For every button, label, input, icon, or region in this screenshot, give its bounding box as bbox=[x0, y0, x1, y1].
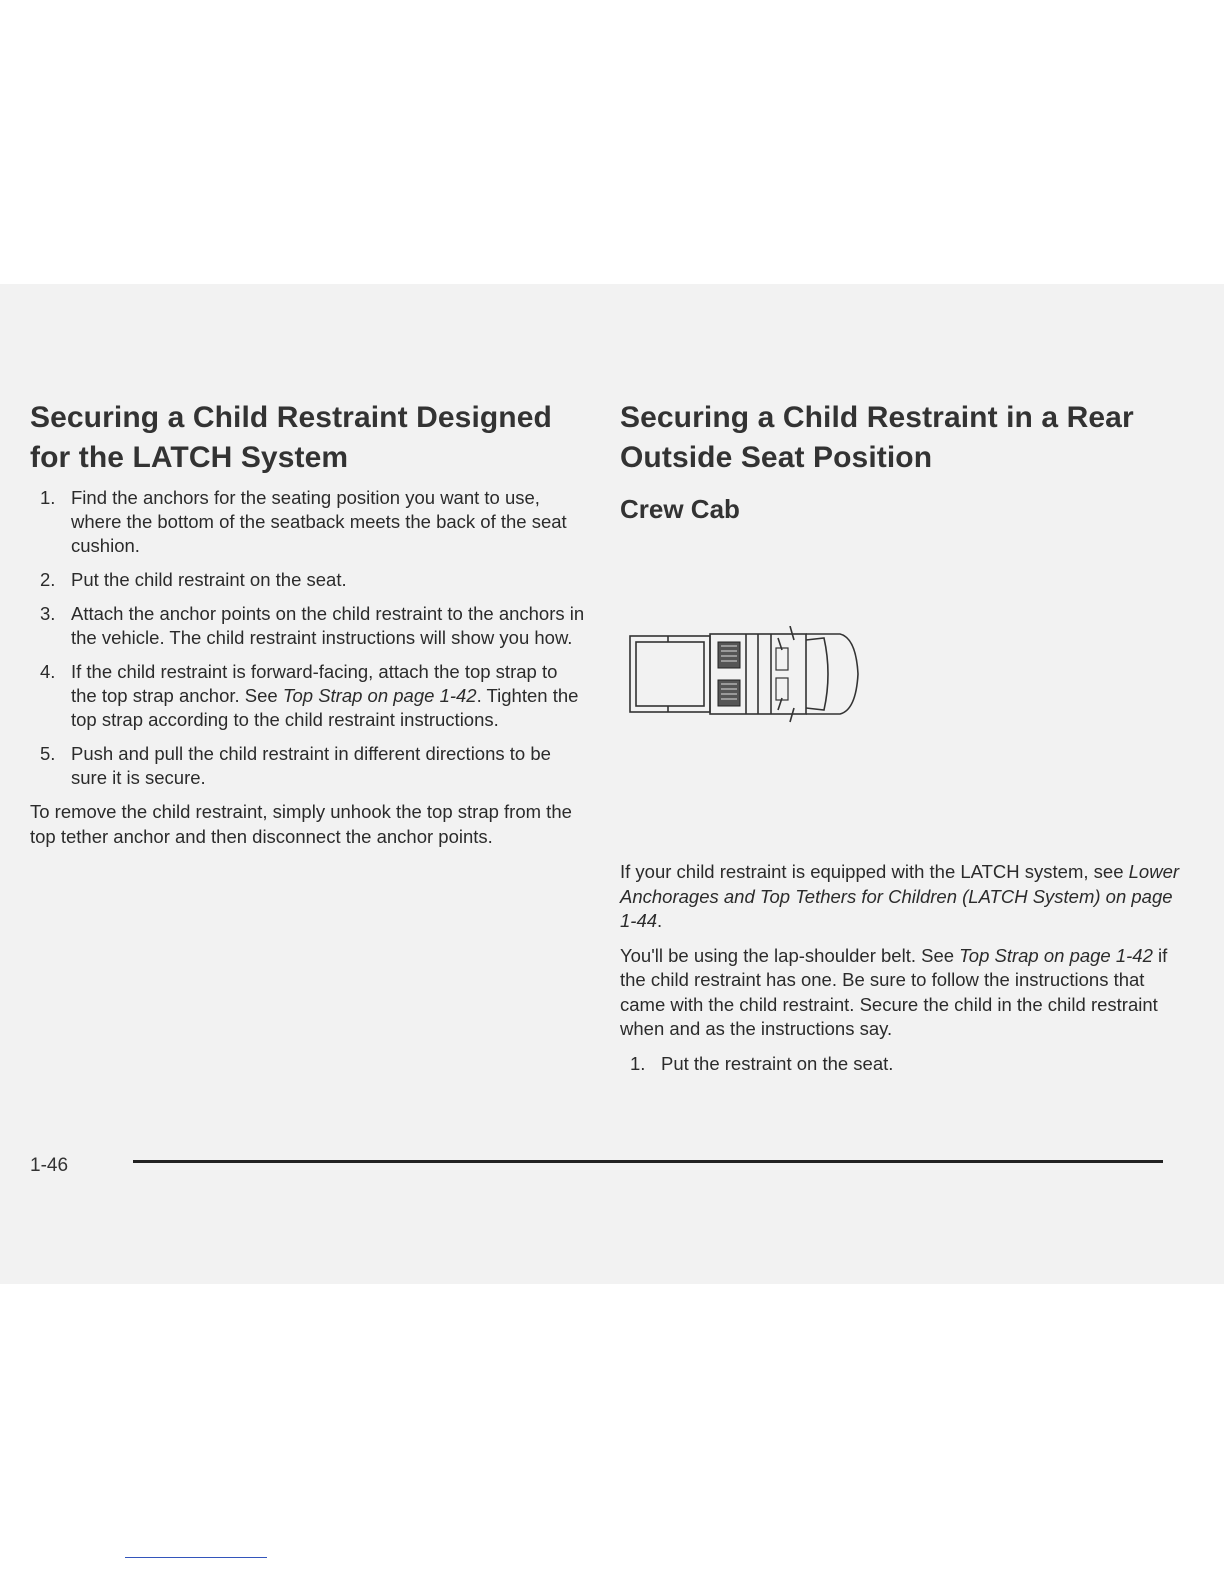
right-section-title: Securing a Child Restraint in a Rear Outside Seat Position bbox=[620, 401, 1134, 474]
latch-reference: Lower Anchorages and Top Tethers for Children (LATCH System) on page 1-44 bbox=[620, 861, 1180, 931]
top-strap-reference: Top Strap on page 1-42 bbox=[959, 944, 1153, 966]
list-item: 5. Push and pull the child restraint in different directions to be sure it is secure. bbox=[40, 743, 551, 788]
rear-seat-steps-list bbox=[620, 1052, 1180, 1076]
page-number: 1-46 bbox=[30, 1155, 69, 1176]
right-body-text bbox=[620, 860, 1180, 1086]
crew-cab-figure bbox=[620, 526, 1180, 826]
list-item: 1. Put the restraint on the seat. bbox=[630, 1052, 894, 1074]
footer-rule bbox=[133, 1160, 1163, 1163]
crew-cab-top-view-icon bbox=[628, 626, 868, 736]
list-item: 4. If the child restraint is forward-facing, attach the top strap to the top strap anchor. See Top Strap on page 1-42. Tighten the top strap according to the child restraint instructions. bbox=[40, 661, 579, 730]
right-column bbox=[620, 398, 1180, 826]
removal-paragraph: To remove the child restraint, simply unhook the top strap from the top tether anchor and then disconnect the anchor points. bbox=[30, 801, 572, 847]
list-item: 3. Attach the anchor points on the child restraint to the anchors in the vehicle. The child restraint instructions will show you how. bbox=[40, 603, 585, 648]
list-item: 2. Put the child restraint on the seat. bbox=[40, 569, 347, 590]
latch-reference-paragraph: If your child restraint is equipped with the LATCH system, see Lower Anchorages and Top Tethers for Children (LATCH System) on page 1-44. bbox=[620, 861, 1180, 931]
crew-cab-subtitle: Crew Cab bbox=[620, 494, 740, 524]
lap-shoulder-paragraph: You'll be using the lap-shoulder belt. See Top Strap on page 1-42 if the child restraint has one. Be sure to follow the instructions that came with the child restraint. Secure the child in the child restraint when and as the instructions say. bbox=[620, 944, 1168, 1039]
bottom-link-underline bbox=[125, 1557, 267, 1558]
list-item: 1. Find the anchors for the seating position you want to use, where the bottom of the seatback meets the back of the seat cushion. bbox=[40, 487, 567, 556]
left-section-title: Securing a Child Restraint Designed for the LATCH System bbox=[30, 401, 552, 474]
top-strap-reference: Top Strap on page 1-42 bbox=[282, 685, 477, 706]
latch-steps-list bbox=[30, 486, 585, 790]
left-column bbox=[30, 398, 585, 859]
